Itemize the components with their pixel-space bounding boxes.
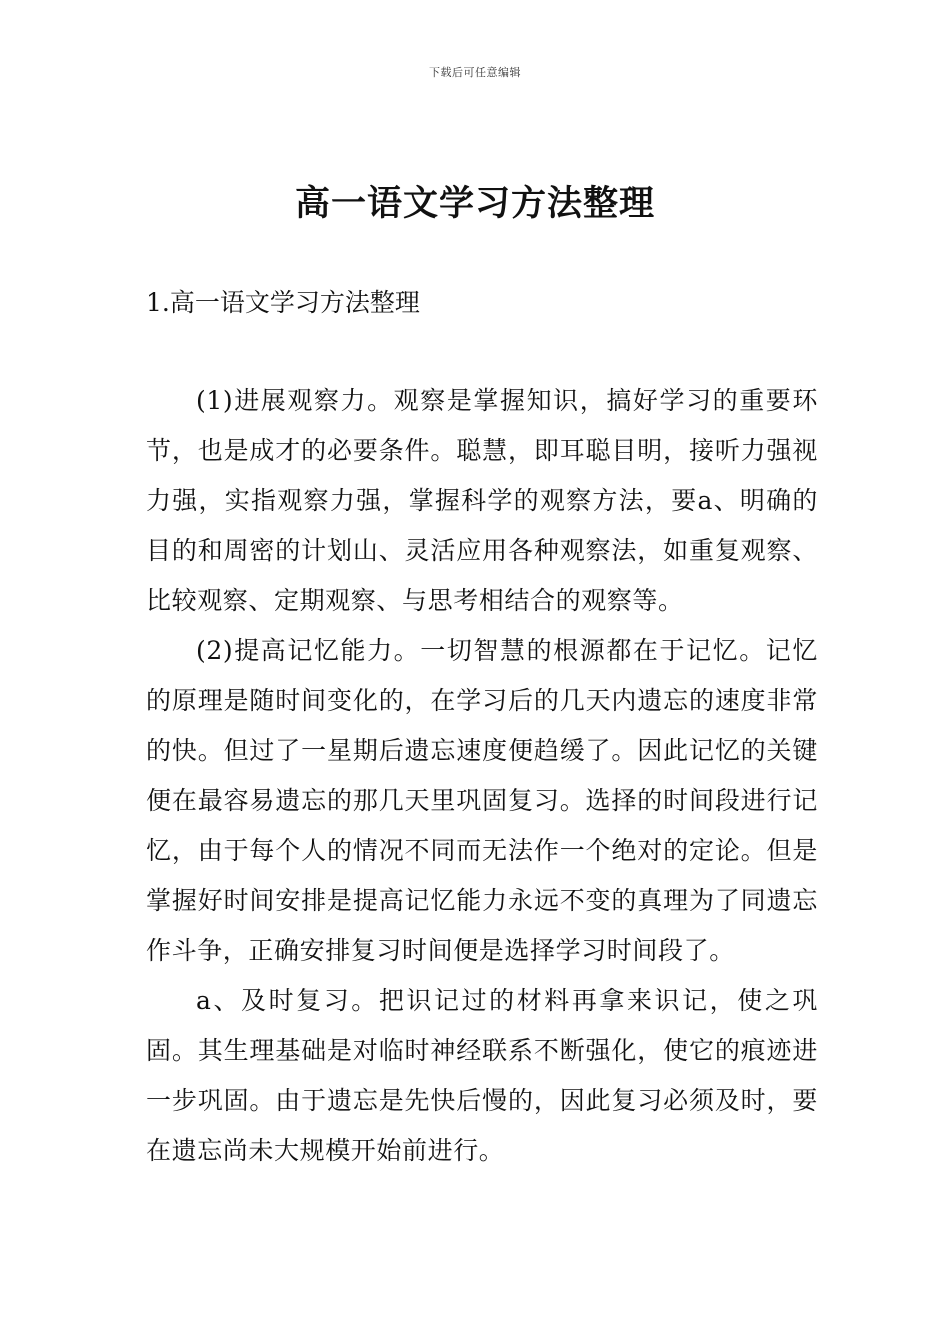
document-body: [146, 376, 818, 1176]
paragraph-observation: (1)进展观察力。观察是掌握知识，搞好学习的重要环节，也是成才的必要条件。聪慧，即耳聪目明，接听力强视力强，实指观察力强，掌握科学的观察方法，要a、明确的目的和周密的计划山、灵活应用各种观察法，如重复观察、比较观察、定期观察、与思考相结合的观察等。: [146, 386, 818, 615]
paragraph-memory: (2)提高记忆能力。一切智慧的根源都在于记忆。记忆的原理是随时间变化的，在学习后的几天内遗忘的速度非常的快。但过了一星期后遗忘速度便趋缓了。因此记忆的关键便在最容易遗忘的那几天里巩固复习。选择的时间段进行记忆，由于每个人的情况不同而无法作一个绝对的定论。但是掌握好时间安排是提高记忆能力永远不变的真理为了同遗忘作斗争，正确安排复习时间便是选择学习时间段了。: [146, 636, 818, 965]
paragraph-review: a、及时复习。把识记过的材料再拿来识记，使之巩固。其生理基础是对临时神经联系不断强化，使它的痕迹进一步巩固。由于遗忘是先快后慢的，因此复习必须及时，要在遗忘尚未大规模开始前进行。: [146, 986, 818, 1165]
section-heading: 1.高一语文学习方法整理: [146, 288, 420, 317]
document-title: 高一语文学习方法整理: [294, 183, 655, 224]
page-header-note: 下载后可任意编辑: [429, 66, 521, 79]
